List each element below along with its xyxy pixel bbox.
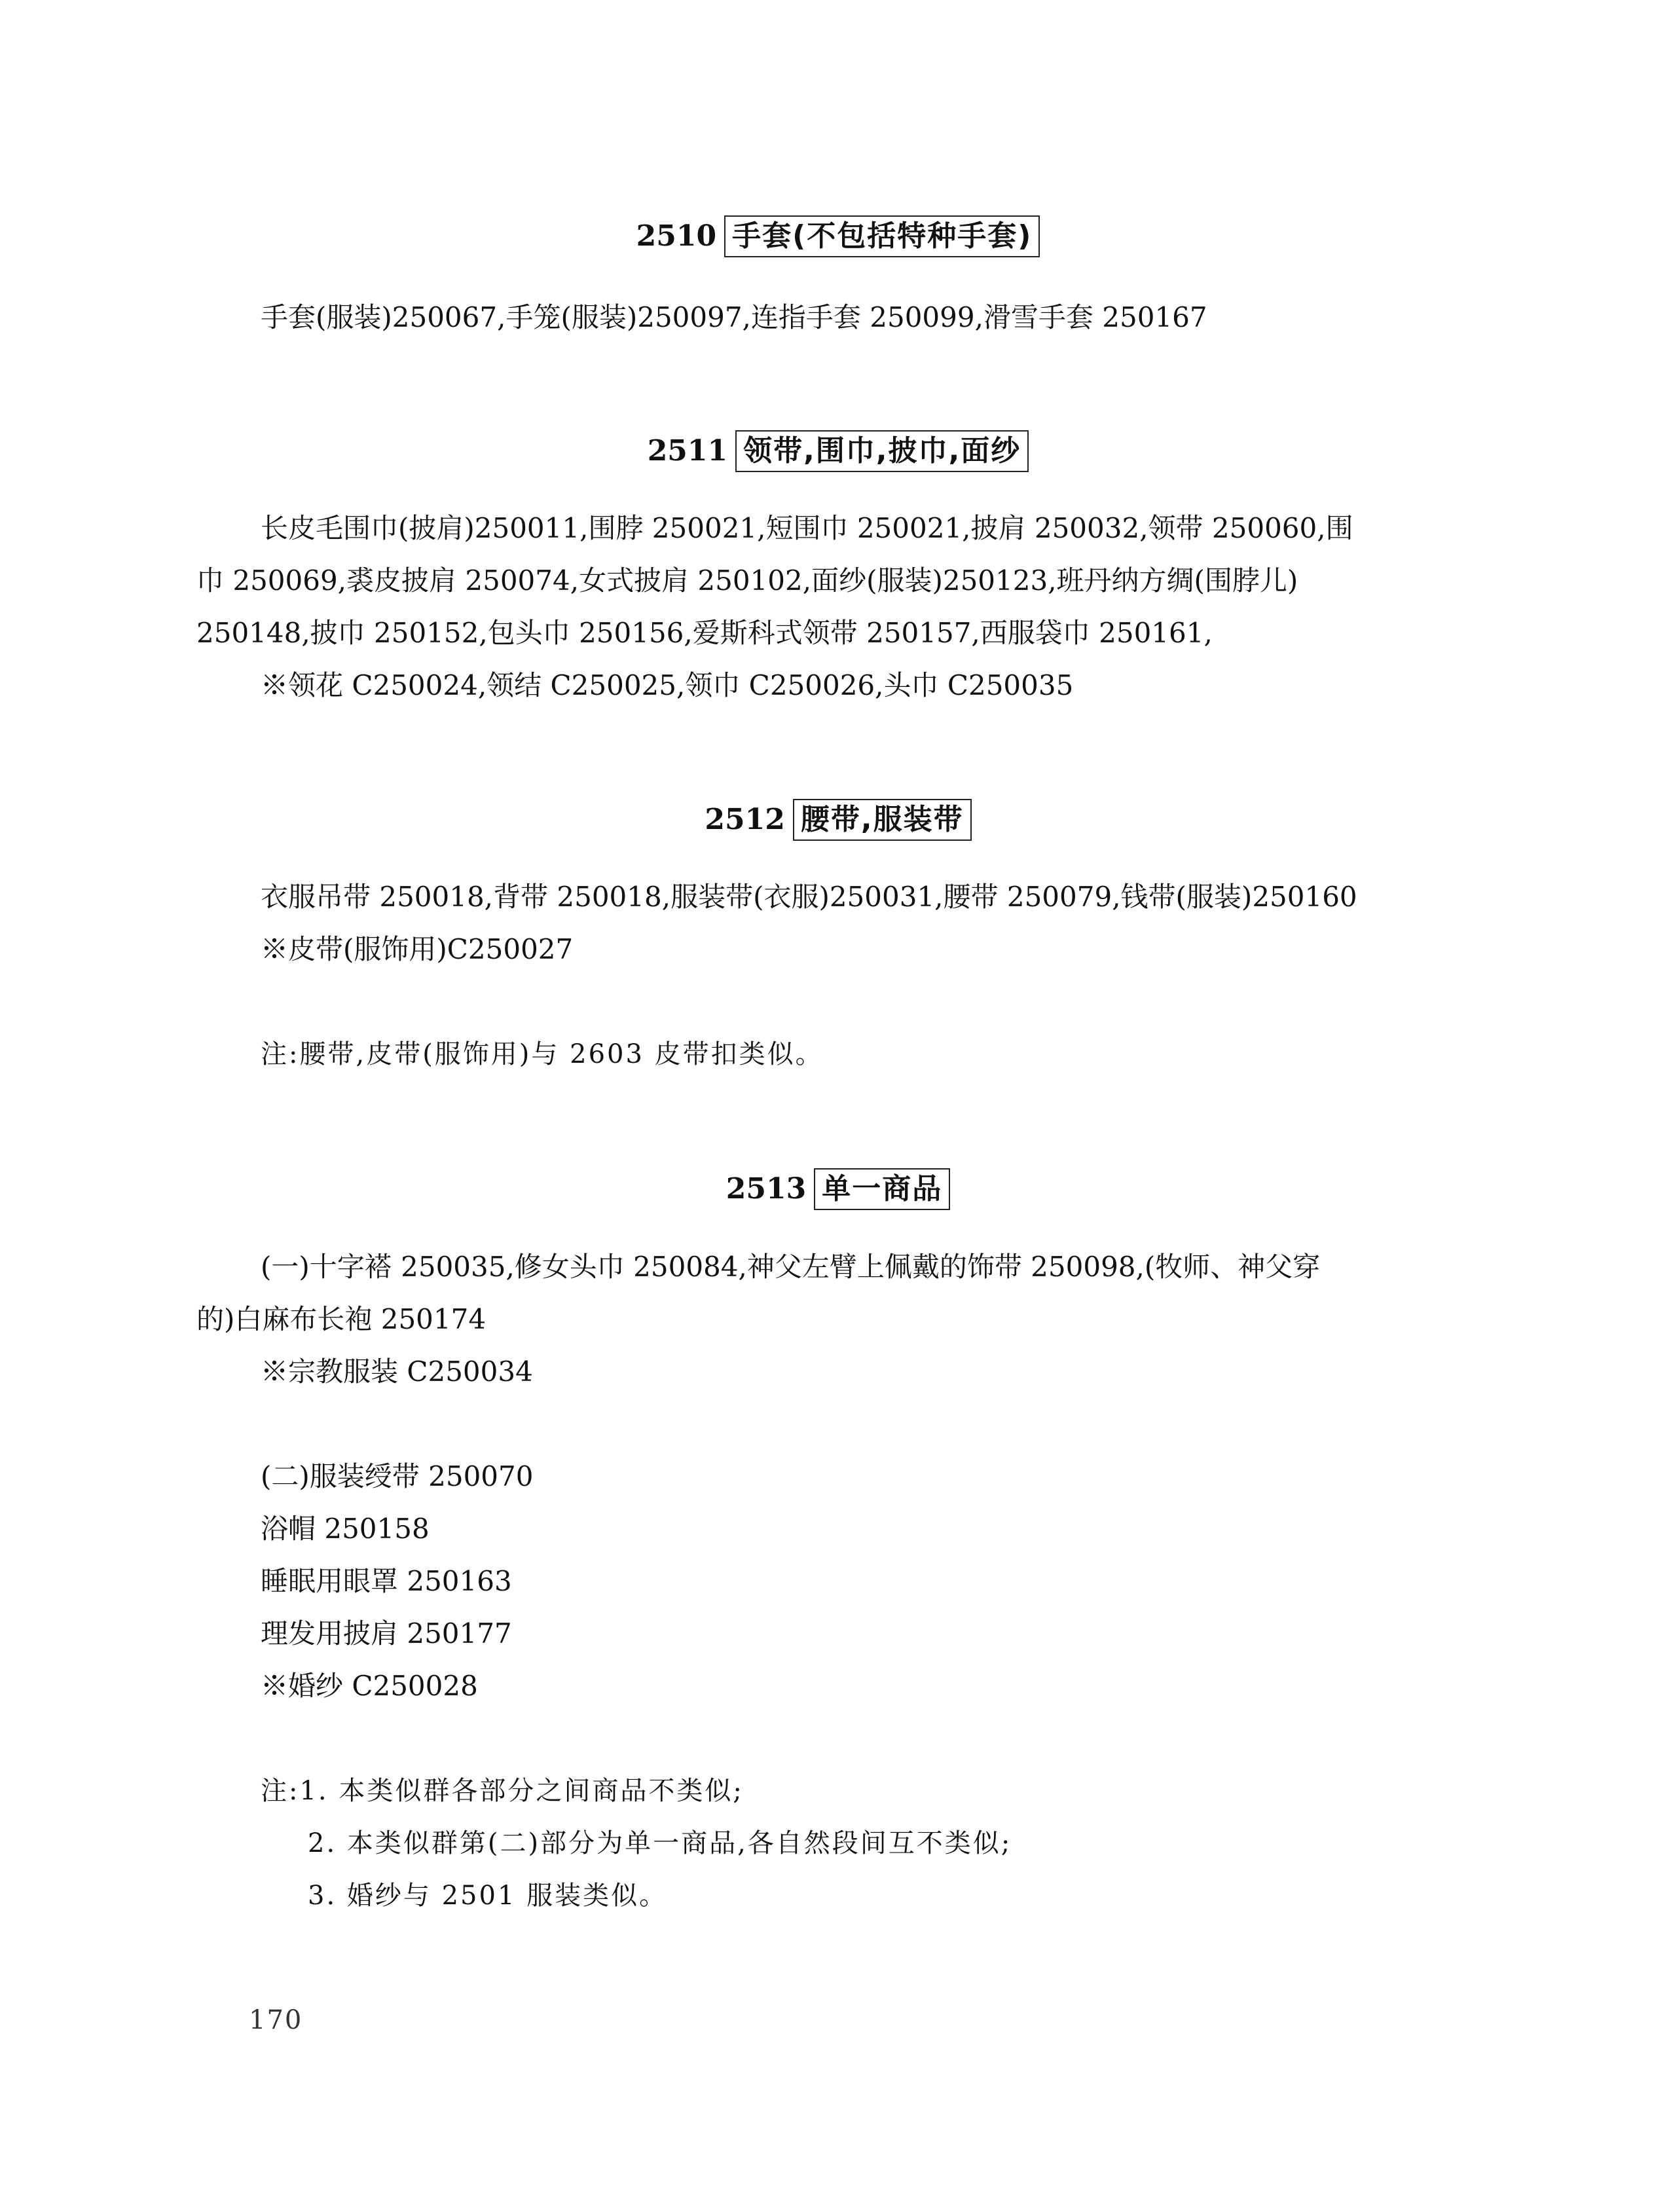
- section-2513-line-7: 理发用披肩 250177: [261, 1617, 512, 1650]
- section-title-box: 腰带,服装带: [793, 799, 972, 841]
- section-code: 2510: [636, 219, 717, 253]
- section-2513-line-8: ※婚纱 C250028: [261, 1670, 478, 1702]
- section-code: 2512: [705, 802, 785, 836]
- section-2511-line-4: ※领花 C250024,领结 C250025,领巾 C250026,头巾 C250035: [261, 669, 1074, 701]
- section-title-box: 单一商品: [814, 1168, 950, 1210]
- section-2513-line-4: (二)服装绶带 250070: [261, 1460, 534, 1492]
- section-code: 2511: [647, 433, 728, 468]
- page-number: 170: [249, 2005, 303, 2035]
- document-page: [196, 0, 1480, 2212]
- section-2512-note: 注:腰带,皮带(服饰用)与 2603 皮带扣类似。: [261, 1039, 824, 1069]
- section-2513-note-1: 注:1. 本类似群各部分之间商品不类似;: [261, 1776, 744, 1806]
- section-2513-line-6: 睡眠用眼罩 250163: [261, 1565, 512, 1597]
- section-heading-2510: [196, 213, 1480, 257]
- section-2511-line-3: 250148,披巾 250152,包头巾 250156,爱斯科式领带 250157,西服袋巾 250161,: [196, 617, 1213, 649]
- section-heading-2513: [196, 1166, 1480, 1210]
- section-code: 2513: [725, 1171, 807, 1206]
- section-2510-line-1: 手套(服装)250067,手笼(服装)250097,连指手套 250099,滑雪手套 250167: [261, 301, 1207, 333]
- section-title-box: 领带,围巾,披巾,面纱: [735, 430, 1029, 472]
- section-2513-line-5: 浴帽 250158: [261, 1513, 430, 1545]
- section-2513-note-2: 2. 本类似群第(二)部分为单一商品,各自然段间互不类似;: [308, 1828, 1012, 1858]
- section-2512-line-2: ※皮带(服饰用)C250027: [261, 933, 574, 965]
- section-2511-line-1: 长皮毛围巾(披肩)250011,围脖 250021,短围巾 250021,披肩 250032,领带 250060,围: [261, 512, 1353, 544]
- section-2512-line-1: 衣服吊带 250018,背带 250018,服装带(衣服)250031,腰带 250079,钱带(服装)250160: [261, 881, 1357, 913]
- section-2511-line-2: 巾 250069,裘皮披肩 250074,女式披肩 250102,面纱(服装)250123,班丹纳方绸(围脖儿): [196, 564, 1298, 597]
- section-heading-2511: [196, 428, 1480, 472]
- section-2513-line-3: ※宗教服装 C250034: [261, 1355, 533, 1388]
- section-2513-line-1: (一)十字褡 250035,修女头巾 250084,神父左臂上佩戴的饰带 250098,(牧师、神父穿: [261, 1251, 1321, 1283]
- section-heading-2512: [196, 797, 1480, 841]
- section-2513-note-3: 3. 婚纱与 2501 服装类似。: [308, 1881, 668, 1911]
- section-2513-line-2: 的)白麻布长袍 250174: [196, 1303, 487, 1335]
- section-title-box: 手套(不包括特种手套): [724, 215, 1040, 257]
